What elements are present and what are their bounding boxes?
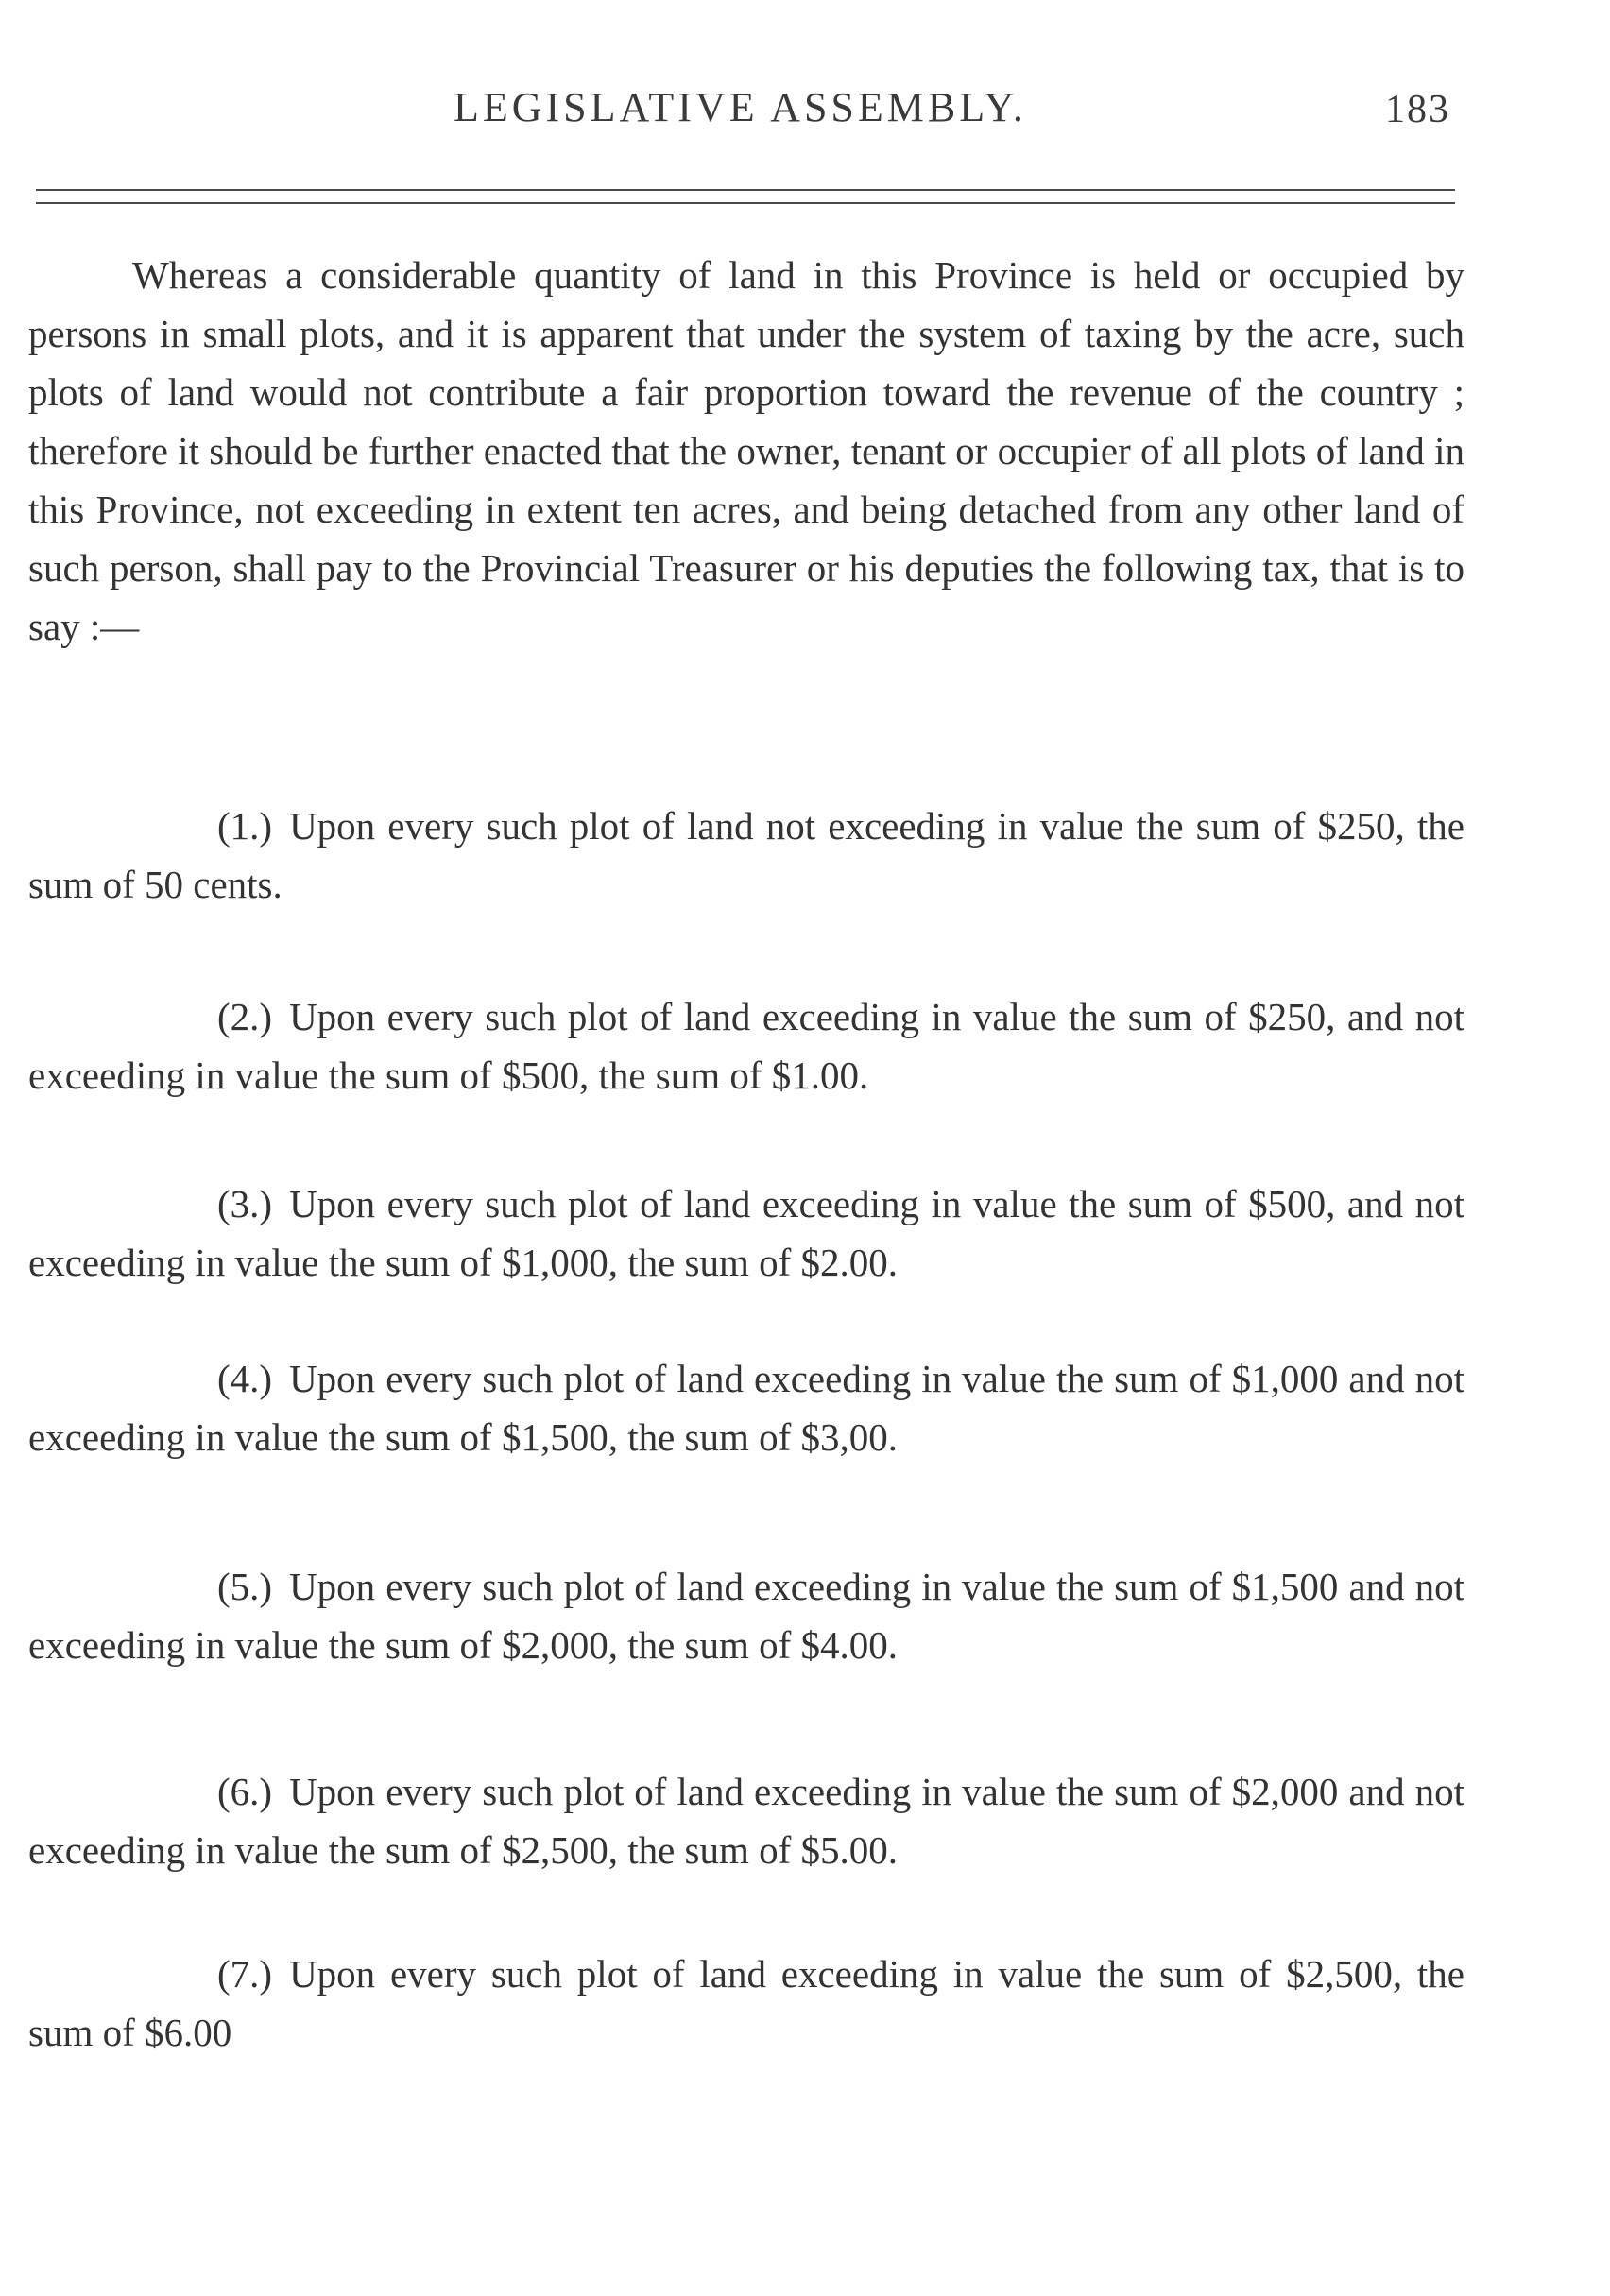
header-rule-bottom <box>36 202 1455 204</box>
header-rule-top <box>36 189 1455 191</box>
clause-text: Upon every such plot of land exceeding in value the sum of $250, and not exceeding in value the sum of $500, the sum of $1.00. <box>28 995 1464 1097</box>
clause-number: (2.) <box>217 995 273 1038</box>
clause-text: Upon every such plot of land exceeding in value the sum of $2,000 and not exceeding in value the sum of $2,500, the sum of $5.00. <box>28 1770 1464 1872</box>
clause-text: Upon every such plot of land exceeding in value the sum of $500, and not exceeding in value the sum of $1,000, the sum of $2.00. <box>28 1182 1464 1284</box>
clause-1 <box>28 797 1464 914</box>
clause-text: Upon every such plot of land exceeding in value the sum of $1,000 and not exceeding in value the sum of $1,500, the sum of $3,00. <box>28 1357 1464 1459</box>
clause-text: Upon every such plot of land not exceeding in value the sum of $250, the sum of 50 cents. <box>28 804 1464 906</box>
clause-3 <box>28 1174 1464 1292</box>
clause-number: (6.) <box>217 1770 273 1813</box>
clause-text: Upon every such plot of land exceeding in value the sum of $2,500, the sum of $6.00 <box>28 1952 1464 2054</box>
clause-6 <box>28 1762 1464 1879</box>
page-number: 183 <box>1385 88 1450 131</box>
clause-7 <box>28 1945 1464 2062</box>
clause-4 <box>28 1349 1464 1466</box>
running-header-title: LEGISLATIVE ASSEMBLY. <box>454 84 1027 130</box>
clause-number: (4.) <box>217 1357 273 1400</box>
clause-number: (1.) <box>217 804 273 848</box>
clause-text: Upon every such plot of land exceeding in value the sum of $1,500 and not exceeding in value the sum of $2,000, the sum of $4.00. <box>28 1565 1464 1667</box>
preamble-paragraph: Whereas a considerable quantity of land in this Province is held or occupied by persons in small plots, and it is apparent that under the system of taxing by the acre, such plots of land would not contribute a fair proportion toward the revenue of the country ; therefore it should be further enacted that the owner, tenant or occupier of all plots of land in this Province, not exceeding in extent ten acres, and being detached from any other land of such person, shall pay to the Provincial Treasurer or his deputies the following tax, that is to say :— <box>28 253 1464 648</box>
clause-number: (3.) <box>217 1182 273 1225</box>
clause-number: (7.) <box>217 1952 273 1996</box>
clause-5 <box>28 1557 1464 1674</box>
clause-2 <box>28 987 1464 1105</box>
clause-number: (5.) <box>217 1565 273 1608</box>
